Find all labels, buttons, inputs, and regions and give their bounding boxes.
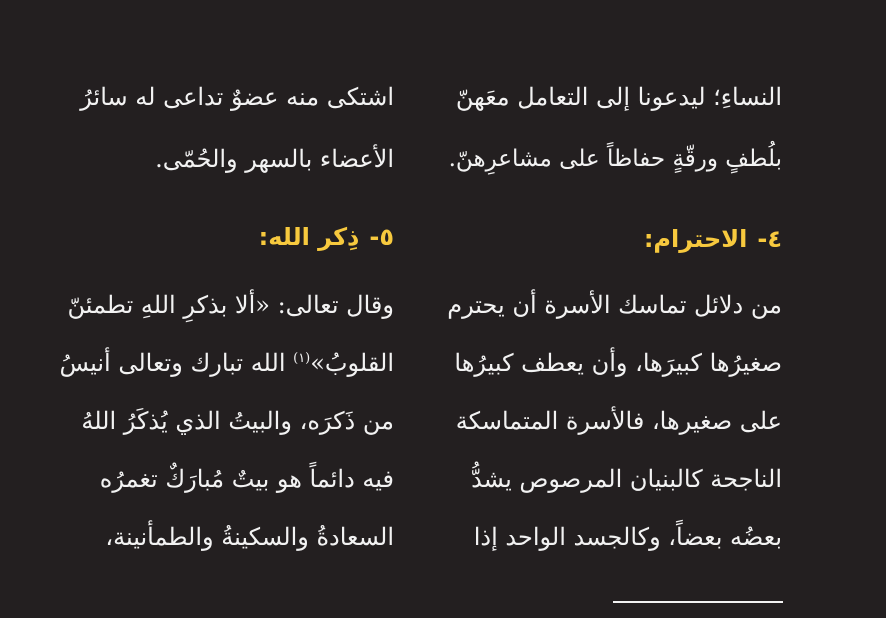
text-line: السعادةُ والسكينةُ والطمأنينة، [105,523,394,551]
text-line: على صغيرها، فالأسرة المتماسكة [455,407,782,435]
text-line: الناجحة كالبنيان المرصوص يشدُّ [471,465,782,493]
text-line: صغيرُها كبيرَها، وأن يعطف كبيرُها [454,349,782,377]
section-heading-respect [644,222,782,256]
footnote-marker: (١) [293,351,311,366]
text-line: بلُطفٍ ورقّةٍ حفاظاً على مشاعرِهنّ. [448,146,782,172]
section-heading-remembrance [259,220,394,254]
text-line: وقال تعالى: «ألا بذكرِ اللهِ تطمئنّ [67,291,394,319]
section-number: ٥- [369,223,394,251]
text-line: بعضُه بعضاً، وكالجسد الواحد إذا [473,523,782,551]
text-line: اشتكى منه عضوٌ تداعى له سائرُ [80,83,394,111]
text-line: فيه دائماً هو بيتٌ مُبارَكٌ تغمرُه [99,465,394,493]
footnote-divider [613,601,783,603]
quote-end: القلوبُ» [310,349,394,377]
text-line: من ذَكرَه، والبيتُ الذي يُذكَرُ اللهُ [81,407,394,435]
section-title: ذِكر الله: [258,223,360,251]
text-continuation: الله تبارك وتعالى أنيسُ [59,349,294,377]
text-line [60,346,394,380]
text-line: النساءِ؛ ليدعونا إلى التعامل معَهنّ [455,83,782,111]
text-line: الأعضاء بالسهر والحُمّى. [155,145,394,173]
section-title: الاحترام: [643,225,748,253]
text-line: من دلائل تماسك الأسرة أن يحترم [447,291,782,319]
section-number: ٤- [757,225,782,253]
